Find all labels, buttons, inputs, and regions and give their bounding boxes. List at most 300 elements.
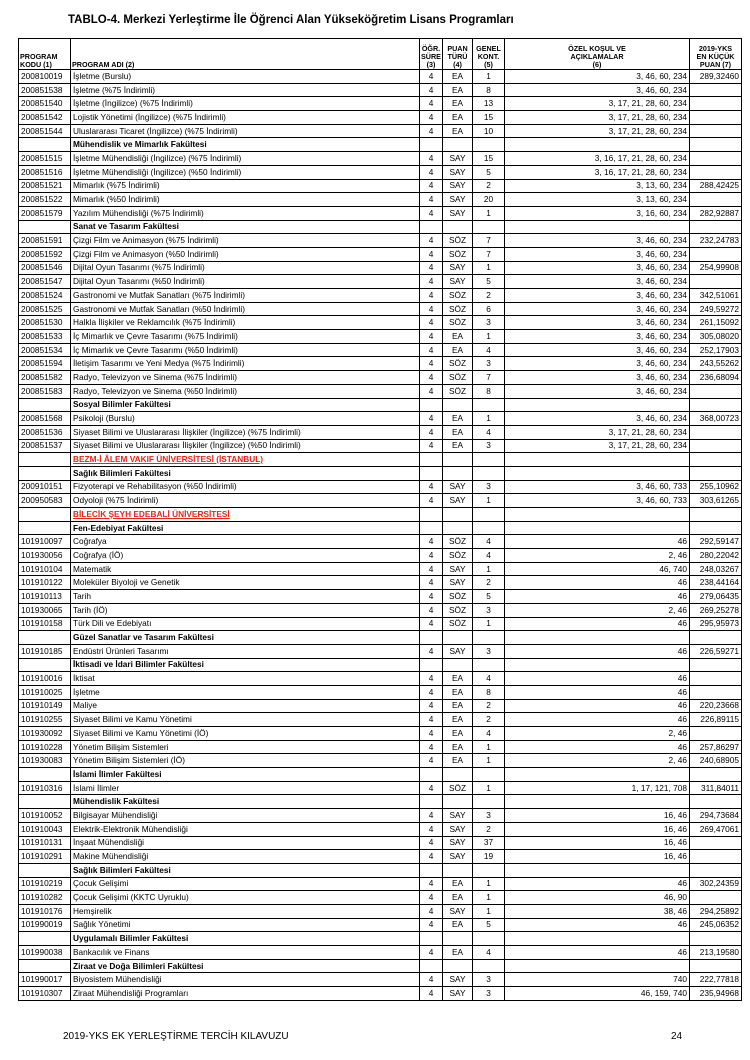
header-score-type: PUAN TÜRÜ (4) xyxy=(443,39,473,70)
empty-cell xyxy=(420,932,443,946)
program-code: 200851579 xyxy=(19,206,71,220)
university-heading-row xyxy=(19,453,742,467)
table-row xyxy=(19,275,742,289)
empty-cell xyxy=(443,795,473,809)
program-duration: 4 xyxy=(420,672,443,686)
program-quota: 3 xyxy=(473,316,505,330)
program-score-type: SÖZ xyxy=(443,247,473,261)
program-name: Odyoloji (%75 İndirimli) xyxy=(71,494,420,508)
program-min-score: 292,59147 xyxy=(690,535,742,549)
program-conditions: 3, 46, 60, 234 xyxy=(505,316,690,330)
faculty-heading-row xyxy=(19,138,742,152)
program-name: Endüstri Ürünleri Tasarımı xyxy=(71,644,420,658)
program-name: Coğrafya (İÖ) xyxy=(71,549,420,563)
faculty-name: Sanat ve Tasarım Fakültesi xyxy=(71,220,420,234)
program-quota: 3 xyxy=(473,973,505,987)
empty-cell xyxy=(19,863,71,877)
program-code: 101930092 xyxy=(19,727,71,741)
empty-cell xyxy=(505,932,690,946)
program-score-type: EA xyxy=(443,740,473,754)
program-score-type: EA xyxy=(443,685,473,699)
program-quota: 13 xyxy=(473,97,505,111)
program-score-type: SAY xyxy=(443,576,473,590)
program-duration: 4 xyxy=(420,343,443,357)
program-name: İç Mimarlık ve Çevre Tasarımı (%50 İndirimli) xyxy=(71,343,420,357)
empty-cell xyxy=(19,220,71,234)
program-min-score xyxy=(690,275,742,289)
program-score-type: EA xyxy=(443,754,473,768)
empty-cell xyxy=(473,521,505,535)
program-name: İşletme xyxy=(71,685,420,699)
empty-cell xyxy=(420,220,443,234)
program-code: 200851537 xyxy=(19,439,71,453)
program-conditions: 46, 90 xyxy=(505,891,690,905)
program-duration: 4 xyxy=(420,83,443,97)
program-quota: 1 xyxy=(473,412,505,426)
program-min-score: 294,25892 xyxy=(690,904,742,918)
empty-cell xyxy=(690,932,742,946)
program-conditions: 16, 46 xyxy=(505,822,690,836)
program-conditions: 46 xyxy=(505,699,690,713)
program-code: 200851516 xyxy=(19,165,71,179)
program-score-type: EA xyxy=(443,124,473,138)
empty-cell xyxy=(19,398,71,412)
program-code: 200851544 xyxy=(19,124,71,138)
empty-cell xyxy=(473,220,505,234)
program-score-type: SAY xyxy=(443,480,473,494)
empty-cell xyxy=(690,658,742,672)
table-row xyxy=(19,850,742,864)
empty-cell xyxy=(443,658,473,672)
program-conditions: 3, 46, 60, 234 xyxy=(505,70,690,84)
program-score-type: SÖZ xyxy=(443,590,473,604)
program-name: Matematik xyxy=(71,562,420,576)
program-duration: 4 xyxy=(420,946,443,960)
table-row xyxy=(19,877,742,891)
program-code: 200851515 xyxy=(19,152,71,166)
empty-cell xyxy=(690,863,742,877)
program-score-type: EA xyxy=(443,946,473,960)
empty-cell xyxy=(690,631,742,645)
program-conditions: 740 xyxy=(505,973,690,987)
program-conditions: 3, 17, 21, 28, 60, 234 xyxy=(505,425,690,439)
program-quota: 1 xyxy=(473,877,505,891)
program-min-score: 269,47061 xyxy=(690,822,742,836)
program-min-score: 248,03267 xyxy=(690,562,742,576)
program-conditions: 46 xyxy=(505,740,690,754)
table-row xyxy=(19,384,742,398)
empty-cell xyxy=(19,508,71,522)
program-score-type: SAY xyxy=(443,261,473,275)
program-duration: 4 xyxy=(420,179,443,193)
table-row xyxy=(19,603,742,617)
faculty-heading-row xyxy=(19,398,742,412)
program-name: Siyaset Bilimi ve Uluslararası İlişkiler (İngilizce) (%75 İndirimli) xyxy=(71,425,420,439)
table-row xyxy=(19,330,742,344)
empty-cell xyxy=(690,220,742,234)
table-row xyxy=(19,904,742,918)
program-score-type: SAY xyxy=(443,206,473,220)
program-min-score xyxy=(690,672,742,686)
program-duration: 4 xyxy=(420,234,443,248)
empty-cell xyxy=(420,959,443,973)
program-min-score: 302,24359 xyxy=(690,877,742,891)
program-min-score: 254,99908 xyxy=(690,261,742,275)
empty-cell xyxy=(420,466,443,480)
program-score-type: SÖZ xyxy=(443,371,473,385)
table-row xyxy=(19,836,742,850)
empty-cell xyxy=(19,466,71,480)
program-score-type: SÖZ xyxy=(443,357,473,371)
program-score-type: SAY xyxy=(443,822,473,836)
program-code: 101910052 xyxy=(19,809,71,823)
program-duration: 4 xyxy=(420,918,443,932)
program-min-score xyxy=(690,193,742,207)
table-row xyxy=(19,590,742,604)
program-name: İnşaat Mühendisliği xyxy=(71,836,420,850)
empty-cell xyxy=(443,220,473,234)
program-duration: 4 xyxy=(420,111,443,125)
program-min-score: 294,73684 xyxy=(690,809,742,823)
program-duration: 4 xyxy=(420,289,443,303)
program-duration: 4 xyxy=(420,987,443,1001)
empty-cell xyxy=(443,863,473,877)
program-name: İç Mimarlık ve Çevre Tasarımı (%75 İndirimli) xyxy=(71,330,420,344)
table-row xyxy=(19,302,742,316)
program-quota: 2 xyxy=(473,699,505,713)
table-row xyxy=(19,179,742,193)
table-row xyxy=(19,83,742,97)
program-name: Sağlık Yönetimi xyxy=(71,918,420,932)
program-name: İşletme Mühendisliği (İngilizce) (%50 İndirimli) xyxy=(71,165,420,179)
program-conditions: 3, 46, 60, 234 xyxy=(505,261,690,275)
empty-cell xyxy=(473,453,505,467)
faculty-name: İktisadi ve İdari Bilimler Fakültesi xyxy=(71,658,420,672)
program-code: 200851546 xyxy=(19,261,71,275)
program-code: 101910122 xyxy=(19,576,71,590)
program-min-score: 232,24783 xyxy=(690,234,742,248)
empty-cell xyxy=(420,768,443,782)
table-row xyxy=(19,357,742,371)
faculty-name: Sosyal Bilimler Fakültesi xyxy=(71,398,420,412)
empty-cell xyxy=(420,863,443,877)
empty-cell xyxy=(420,453,443,467)
program-score-type: SAY xyxy=(443,809,473,823)
program-min-score xyxy=(690,165,742,179)
program-quota: 3 xyxy=(473,480,505,494)
program-quota: 3 xyxy=(473,644,505,658)
program-quota: 4 xyxy=(473,535,505,549)
program-min-score: 226,89115 xyxy=(690,713,742,727)
program-score-type: SAY xyxy=(443,494,473,508)
empty-cell xyxy=(19,521,71,535)
program-quota: 1 xyxy=(473,70,505,84)
program-score-type: EA xyxy=(443,713,473,727)
faculty-name: Ziraat ve Doğa Bilimleri Fakültesi xyxy=(71,959,420,973)
program-score-type: SAY xyxy=(443,275,473,289)
program-min-score: 213,19580 xyxy=(690,946,742,960)
program-score-type: SAY xyxy=(443,973,473,987)
table-header-row xyxy=(19,39,742,70)
program-name: Radyo, Televizyon ve Sinema (%50 İndirimli) xyxy=(71,384,420,398)
faculty-name: Fen-Edebiyat Fakültesi xyxy=(71,521,420,535)
program-score-type: SAY xyxy=(443,165,473,179)
program-code: 200851530 xyxy=(19,316,71,330)
program-quota: 2 xyxy=(473,822,505,836)
program-score-type: EA xyxy=(443,412,473,426)
program-min-score: 226,59271 xyxy=(690,644,742,658)
program-name: Fizyoterapi ve Rehabilitasyon (%50 İndirimli) xyxy=(71,480,420,494)
program-duration: 4 xyxy=(420,754,443,768)
program-duration: 4 xyxy=(420,685,443,699)
program-conditions: 46, 740 xyxy=(505,562,690,576)
program-score-type: SÖZ xyxy=(443,781,473,795)
faculty-name: Uygulamalı Bilimler Fakültesi xyxy=(71,932,420,946)
program-code: 101910228 xyxy=(19,740,71,754)
empty-cell xyxy=(19,959,71,973)
program-code: 200851547 xyxy=(19,275,71,289)
program-duration: 4 xyxy=(420,494,443,508)
program-conditions: 46 xyxy=(505,713,690,727)
program-conditions: 3, 16, 60, 234 xyxy=(505,206,690,220)
program-quota: 1 xyxy=(473,261,505,275)
program-conditions: 46 xyxy=(505,576,690,590)
program-conditions: 3, 46, 60, 234 xyxy=(505,275,690,289)
program-duration: 4 xyxy=(420,302,443,316)
empty-cell xyxy=(443,959,473,973)
empty-cell xyxy=(420,631,443,645)
program-quota: 1 xyxy=(473,617,505,631)
program-min-score xyxy=(690,685,742,699)
program-quota: 10 xyxy=(473,124,505,138)
program-min-score: 311,84011 xyxy=(690,781,742,795)
program-name: İşletme (%75 İndirimli) xyxy=(71,83,420,97)
university-heading-row xyxy=(19,508,742,522)
header-min-score: 2019-YKS EN KÜÇÜK PUAN (7) xyxy=(690,39,742,70)
program-conditions: 3, 46, 60, 234 xyxy=(505,357,690,371)
program-min-score xyxy=(690,425,742,439)
empty-cell xyxy=(473,768,505,782)
program-conditions: 3, 17, 21, 28, 60, 234 xyxy=(505,439,690,453)
program-conditions: 3, 46, 60, 234 xyxy=(505,330,690,344)
program-score-type: EA xyxy=(443,343,473,357)
program-conditions: 3, 46, 60, 234 xyxy=(505,247,690,261)
program-duration: 4 xyxy=(420,70,443,84)
program-score-type: SÖZ xyxy=(443,603,473,617)
program-conditions: 46 xyxy=(505,644,690,658)
program-conditions: 46 xyxy=(505,685,690,699)
table-row xyxy=(19,97,742,111)
program-min-score: 305,08020 xyxy=(690,330,742,344)
program-code: 101910025 xyxy=(19,685,71,699)
program-name: İslami İlimler xyxy=(71,781,420,795)
program-quota: 1 xyxy=(473,904,505,918)
program-code: 200851594 xyxy=(19,357,71,371)
program-min-score xyxy=(690,247,742,261)
table-row xyxy=(19,781,742,795)
program-name: Coğrafya xyxy=(71,535,420,549)
empty-cell xyxy=(473,959,505,973)
program-score-type: SÖZ xyxy=(443,549,473,563)
empty-cell xyxy=(505,453,690,467)
program-name: Maliye xyxy=(71,699,420,713)
program-score-type: SAY xyxy=(443,193,473,207)
program-duration: 4 xyxy=(420,357,443,371)
program-score-type: EA xyxy=(443,877,473,891)
empty-cell xyxy=(473,932,505,946)
program-quota: 2 xyxy=(473,179,505,193)
program-duration: 4 xyxy=(420,740,443,754)
program-code: 101910016 xyxy=(19,672,71,686)
program-name: Elektrik-Elektronik Mühendisliği xyxy=(71,822,420,836)
program-name: Makine Mühendisliği xyxy=(71,850,420,864)
program-code: 200851591 xyxy=(19,234,71,248)
program-name: Çizgi Film ve Animasyon (%75 İndirimli) xyxy=(71,234,420,248)
program-code: 200851540 xyxy=(19,97,71,111)
program-duration: 4 xyxy=(420,590,443,604)
program-conditions: 3, 46, 60, 234 xyxy=(505,371,690,385)
program-conditions: 46 xyxy=(505,535,690,549)
program-min-score: 235,94968 xyxy=(690,987,742,1001)
program-conditions: 46, 159, 740 xyxy=(505,987,690,1001)
program-score-type: EA xyxy=(443,891,473,905)
table-row xyxy=(19,713,742,727)
empty-cell xyxy=(443,398,473,412)
program-name: Mimarlık (%50 İndirimli) xyxy=(71,193,420,207)
table-row xyxy=(19,111,742,125)
program-duration: 4 xyxy=(420,193,443,207)
program-conditions: 3, 13, 60, 234 xyxy=(505,179,690,193)
header-duration: ÖĞR. SÜRE (3) xyxy=(420,39,443,70)
program-name: Biyosistem Mühendisliği xyxy=(71,973,420,987)
program-name: Gastronomi ve Mutfak Sanatları (%50 İndirimli) xyxy=(71,302,420,316)
empty-cell xyxy=(420,138,443,152)
program-quota: 8 xyxy=(473,685,505,699)
program-duration: 4 xyxy=(420,644,443,658)
program-score-type: EA xyxy=(443,330,473,344)
page-number: 24 xyxy=(671,1031,683,1042)
program-code: 200810019 xyxy=(19,70,71,84)
program-name: Çocuk Gelişimi xyxy=(71,877,420,891)
program-min-score xyxy=(690,891,742,905)
program-name: Yazılım Mühendisliği (%75 İndirimli) xyxy=(71,206,420,220)
table-row xyxy=(19,343,742,357)
program-quota: 5 xyxy=(473,275,505,289)
program-duration: 4 xyxy=(420,165,443,179)
table-row xyxy=(19,699,742,713)
empty-cell xyxy=(19,658,71,672)
empty-cell xyxy=(690,138,742,152)
empty-cell xyxy=(690,508,742,522)
program-score-type: SAY xyxy=(443,850,473,864)
program-duration: 4 xyxy=(420,603,443,617)
empty-cell xyxy=(420,508,443,522)
empty-cell xyxy=(473,631,505,645)
program-conditions: 3, 17, 21, 28, 60, 234 xyxy=(505,111,690,125)
table-row xyxy=(19,809,742,823)
program-code: 101910158 xyxy=(19,617,71,631)
table-row xyxy=(19,987,742,1001)
program-name: İktisat xyxy=(71,672,420,686)
empty-cell xyxy=(690,768,742,782)
program-score-type: SÖZ xyxy=(443,617,473,631)
table-row xyxy=(19,439,742,453)
program-quota: 7 xyxy=(473,371,505,385)
header-program-code: PROGRAM KODU (1) xyxy=(19,39,71,70)
table-row xyxy=(19,754,742,768)
table-row xyxy=(19,973,742,987)
empty-cell xyxy=(505,138,690,152)
program-min-score xyxy=(690,850,742,864)
empty-cell xyxy=(505,466,690,480)
program-code: 101910149 xyxy=(19,699,71,713)
program-name: İşletme (İngilizce) (%75 İndirimli) xyxy=(71,97,420,111)
table-row xyxy=(19,289,742,303)
program-duration: 4 xyxy=(420,412,443,426)
program-conditions: 3, 17, 21, 28, 60, 234 xyxy=(505,124,690,138)
program-conditions: 1, 17, 121, 708 xyxy=(505,781,690,795)
program-duration: 4 xyxy=(420,439,443,453)
faculty-heading-row xyxy=(19,768,742,782)
program-code: 200851524 xyxy=(19,289,71,303)
program-code: 101910316 xyxy=(19,781,71,795)
program-name: Radyo, Televizyon ve Sinema (%75 İndirimli) xyxy=(71,371,420,385)
program-quota: 1 xyxy=(473,740,505,754)
program-min-score: 245,06352 xyxy=(690,918,742,932)
program-quota: 3 xyxy=(473,439,505,453)
table-row xyxy=(19,727,742,741)
empty-cell xyxy=(473,658,505,672)
program-code: 101910291 xyxy=(19,850,71,864)
table-row xyxy=(19,316,742,330)
program-code: 200851521 xyxy=(19,179,71,193)
program-code: 101910255 xyxy=(19,713,71,727)
program-name: Bankacılık ve Finans xyxy=(71,946,420,960)
university-name: BEZM-İ ÂLEM VAKIF ÜNİVERSİTESİ (İSTANBUL) xyxy=(71,453,420,467)
table-row xyxy=(19,740,742,754)
faculty-name: İslami İlimler Fakültesi xyxy=(71,768,420,782)
program-code: 101930065 xyxy=(19,603,71,617)
program-min-score: 368,00723 xyxy=(690,412,742,426)
program-min-score: 279,06435 xyxy=(690,590,742,604)
empty-cell xyxy=(19,631,71,645)
table-title: TABLO-4. Merkezi Yerleştirme İle Öğrenci Alan Yükseköğretim Lisans Programları xyxy=(68,14,514,26)
table-row xyxy=(19,562,742,576)
program-quota: 2 xyxy=(473,713,505,727)
program-duration: 4 xyxy=(420,425,443,439)
table-row xyxy=(19,425,742,439)
header-program-name: PROGRAM ADI (2) xyxy=(71,39,420,70)
program-quota: 4 xyxy=(473,425,505,439)
program-quota: 20 xyxy=(473,193,505,207)
empty-cell xyxy=(443,508,473,522)
program-min-score xyxy=(690,83,742,97)
program-score-type: SÖZ xyxy=(443,316,473,330)
program-duration: 4 xyxy=(420,247,443,261)
empty-cell xyxy=(505,863,690,877)
program-quota: 3 xyxy=(473,603,505,617)
program-code: 200851536 xyxy=(19,425,71,439)
empty-cell xyxy=(443,453,473,467)
empty-cell xyxy=(505,795,690,809)
program-name: Psikoloji (Burslu) xyxy=(71,412,420,426)
empty-cell xyxy=(443,631,473,645)
program-code: 101910176 xyxy=(19,904,71,918)
program-name: Halkla İlişkiler ve Reklamcılık (%75 İndirimli) xyxy=(71,316,420,330)
program-conditions: 3, 46, 60, 733 xyxy=(505,494,690,508)
program-conditions: 3, 46, 60, 234 xyxy=(505,234,690,248)
program-conditions: 3, 13, 60, 234 xyxy=(505,193,690,207)
